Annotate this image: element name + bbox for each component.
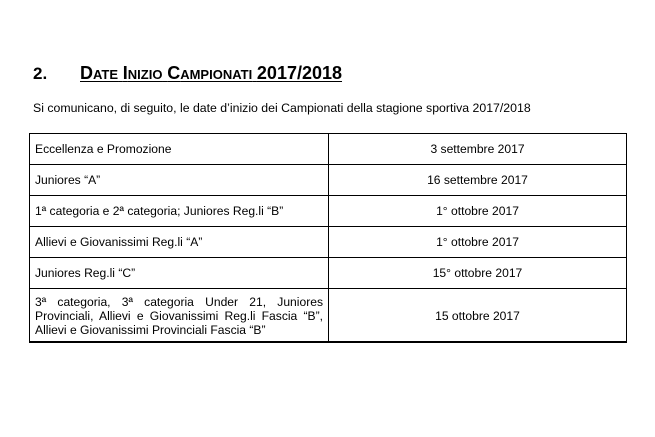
table-row	[30, 289, 627, 343]
date-cell: 15 ottobre 2017	[329, 289, 627, 343]
intro-paragraph: Si comunicano, di seguito, le date d’inizio dei Campionati della stagione sportiva 2017/2018	[33, 101, 531, 115]
date-cell: 3 settembre 2017	[329, 134, 627, 165]
section-heading	[33, 63, 342, 87]
date-cell: 16 settembre 2017	[329, 165, 627, 196]
date-cell: 1° ottobre 2017	[329, 196, 627, 227]
category-cell: Juniores Reg.li “C”	[30, 258, 329, 289]
section-title: DATE INIZIO CAMPIONATI 2017/2018	[80, 63, 343, 83]
category-cell: 3ª categoria, 3ª categoria Under 21, Juniores Provinciali, Allievi e Giovanissimi Reg.li Fascia “B”, Allievi e Giovanissimi Provinciali Fascia “B”	[30, 289, 329, 343]
table-row	[30, 196, 627, 227]
category-cell: Juniores “A”	[30, 165, 329, 196]
table-row	[30, 258, 627, 289]
table-row	[30, 227, 627, 258]
category-cell: Eccellenza e Promozione	[30, 134, 329, 165]
category-cell: 1ª categoria e 2ª categoria; Juniores Reg.li “B”	[30, 196, 329, 227]
date-cell: 15° ottobre 2017	[329, 258, 627, 289]
championship-dates-table	[29, 133, 627, 343]
section-number: 2.	[33, 64, 48, 83]
category-cell: Allievi e Giovanissimi Reg.li “A”	[30, 227, 329, 258]
table-row	[30, 134, 627, 165]
table-row	[30, 165, 627, 196]
table-bottom-rule	[30, 341, 627, 342]
date-cell: 1° ottobre 2017	[329, 227, 627, 258]
